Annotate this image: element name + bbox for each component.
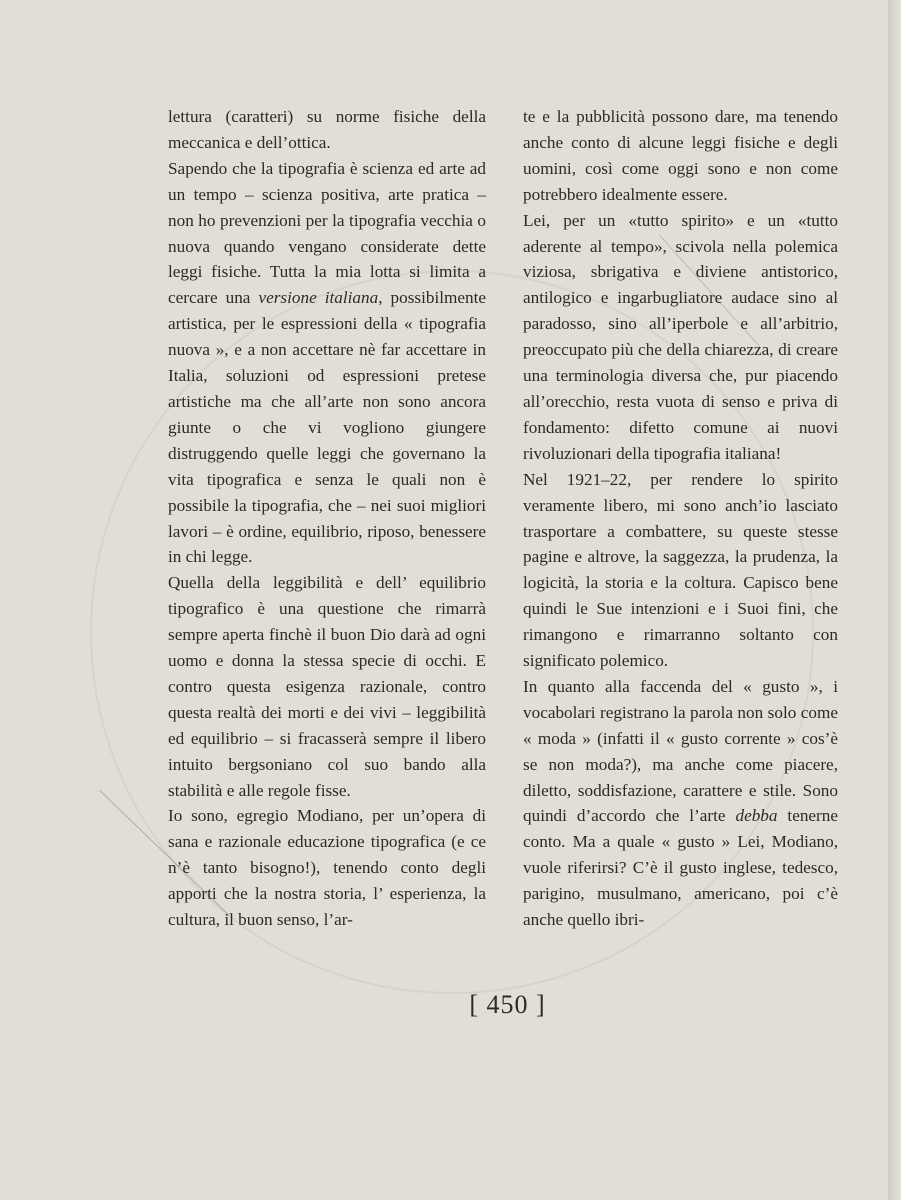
page-edge [888,0,901,1200]
paragraph: Quella della leggibilità e dell’ equilibrio tipografico è una questione che rimarrà sempre aperta finchè il buon Dio darà ad ogni uomo e donna la stessa specie di occhi. E contro questa esigenza razionale, contro questa realtà dei morti e dei vivi – leggibilità ed equilibrio – si fracasserà sempre il libero intuito bergsoniano col suo bando alla stabilità e alle regole fisse. [168,573,486,800]
paragraph: Lei, per un «tutto spirito» e un «tutto aderente al tempo», scivola nella polemica viziosa, sbrigativa e diviene antistorico, antilogico e ingarbugliatore audace sino al paradosso, sino all’iperbole e all’arbitrio, preoccupato più che della chiarezza, di creare una terminologia diversa che, pur piacendo all’orecchio, resta vuota di senso e priva di fondamento: difetto comune ai nuovi rivoluzionari della tipografia italiana! [523,210,838,463]
paragraph: lettura (caratteri) su norme fisiche della meccanica e dell’ottica. [168,107,486,152]
paragraph: te e la pubblicità possono dare, ma tenendo anche conto di alcune leggi fisiche e degli uomini, così come oggi sono e non come potrebbero idealmente essere. [523,107,838,204]
italic-phrase: versione italiana [258,288,379,308]
text-run: , possibilmente artistica, per le espressioni della « tipografia nuova », e a non accettare nè far accettare in Italia, soluzioni od espressioni pretese artistiche ma che all’arte non sono ancora giunte o che vi vogliono giungere distruggendo quelle leggi che governano la vita tipografica e senza le quali non è possibile la tipografia, che – nei suoi migliori lavori – è ordine, equilibrio, riposo, benessere in chi legge. [168,288,487,567]
text-run: tenerne conto. Ma a quale « gusto » Lei, Modiano, vuole riferirsi? C’è il gusto inglese, tedesco, parigino, musulmano, americano, poi c’è anche quello ibri- [523,806,838,930]
page-number: [ 450 ] [469,990,546,1019]
paragraph [168,156,486,571]
paragraph: Nel 1921–22, per rendere lo spirito veramente libero, mi sono anch’io lasciato trasportare a combattere, su queste stesse pagine e altrove, la saggezza, la prudenza, la logicità, la storia e la coltura. Capisco bene quindi le Sue intenzioni e i Suoi fini, che rimangono e rimarranno soltanto con significato polemico. [523,469,838,671]
paragraph: Io sono, egregio Modiano, per un’opera di sana e razionale educazione tipografica (e ce n’è tanto bisogno!), tenendo conto degli apporti che la nostra storia, l’ esperienza, la cultura, il buon senso, l’ar- [168,806,486,930]
paragraph [523,674,838,933]
left-text-column [168,104,486,933]
right-text-column [523,104,838,933]
text-run: In quanto alla faccenda del « gusto », i vocabolari registrano la parola non solo come « moda » (infatti il « gusto corrente » cos’è se non moda?), ma anche come piacere, diletto, soddisfazione, carattere e stile. Sono quindi d’accordo che l’arte [523,676,838,826]
text-run: Sapendo che la tipografia è scienza ed arte ad un tempo – scienza positiva, arte pratica – non ho prevenzioni per la tipografia vecchia o nuova quando vengano considerate dette leggi fisiche. Tutta la mia lotta si limita a cercare una [168,158,486,308]
italic-phrase: debba [735,806,778,826]
